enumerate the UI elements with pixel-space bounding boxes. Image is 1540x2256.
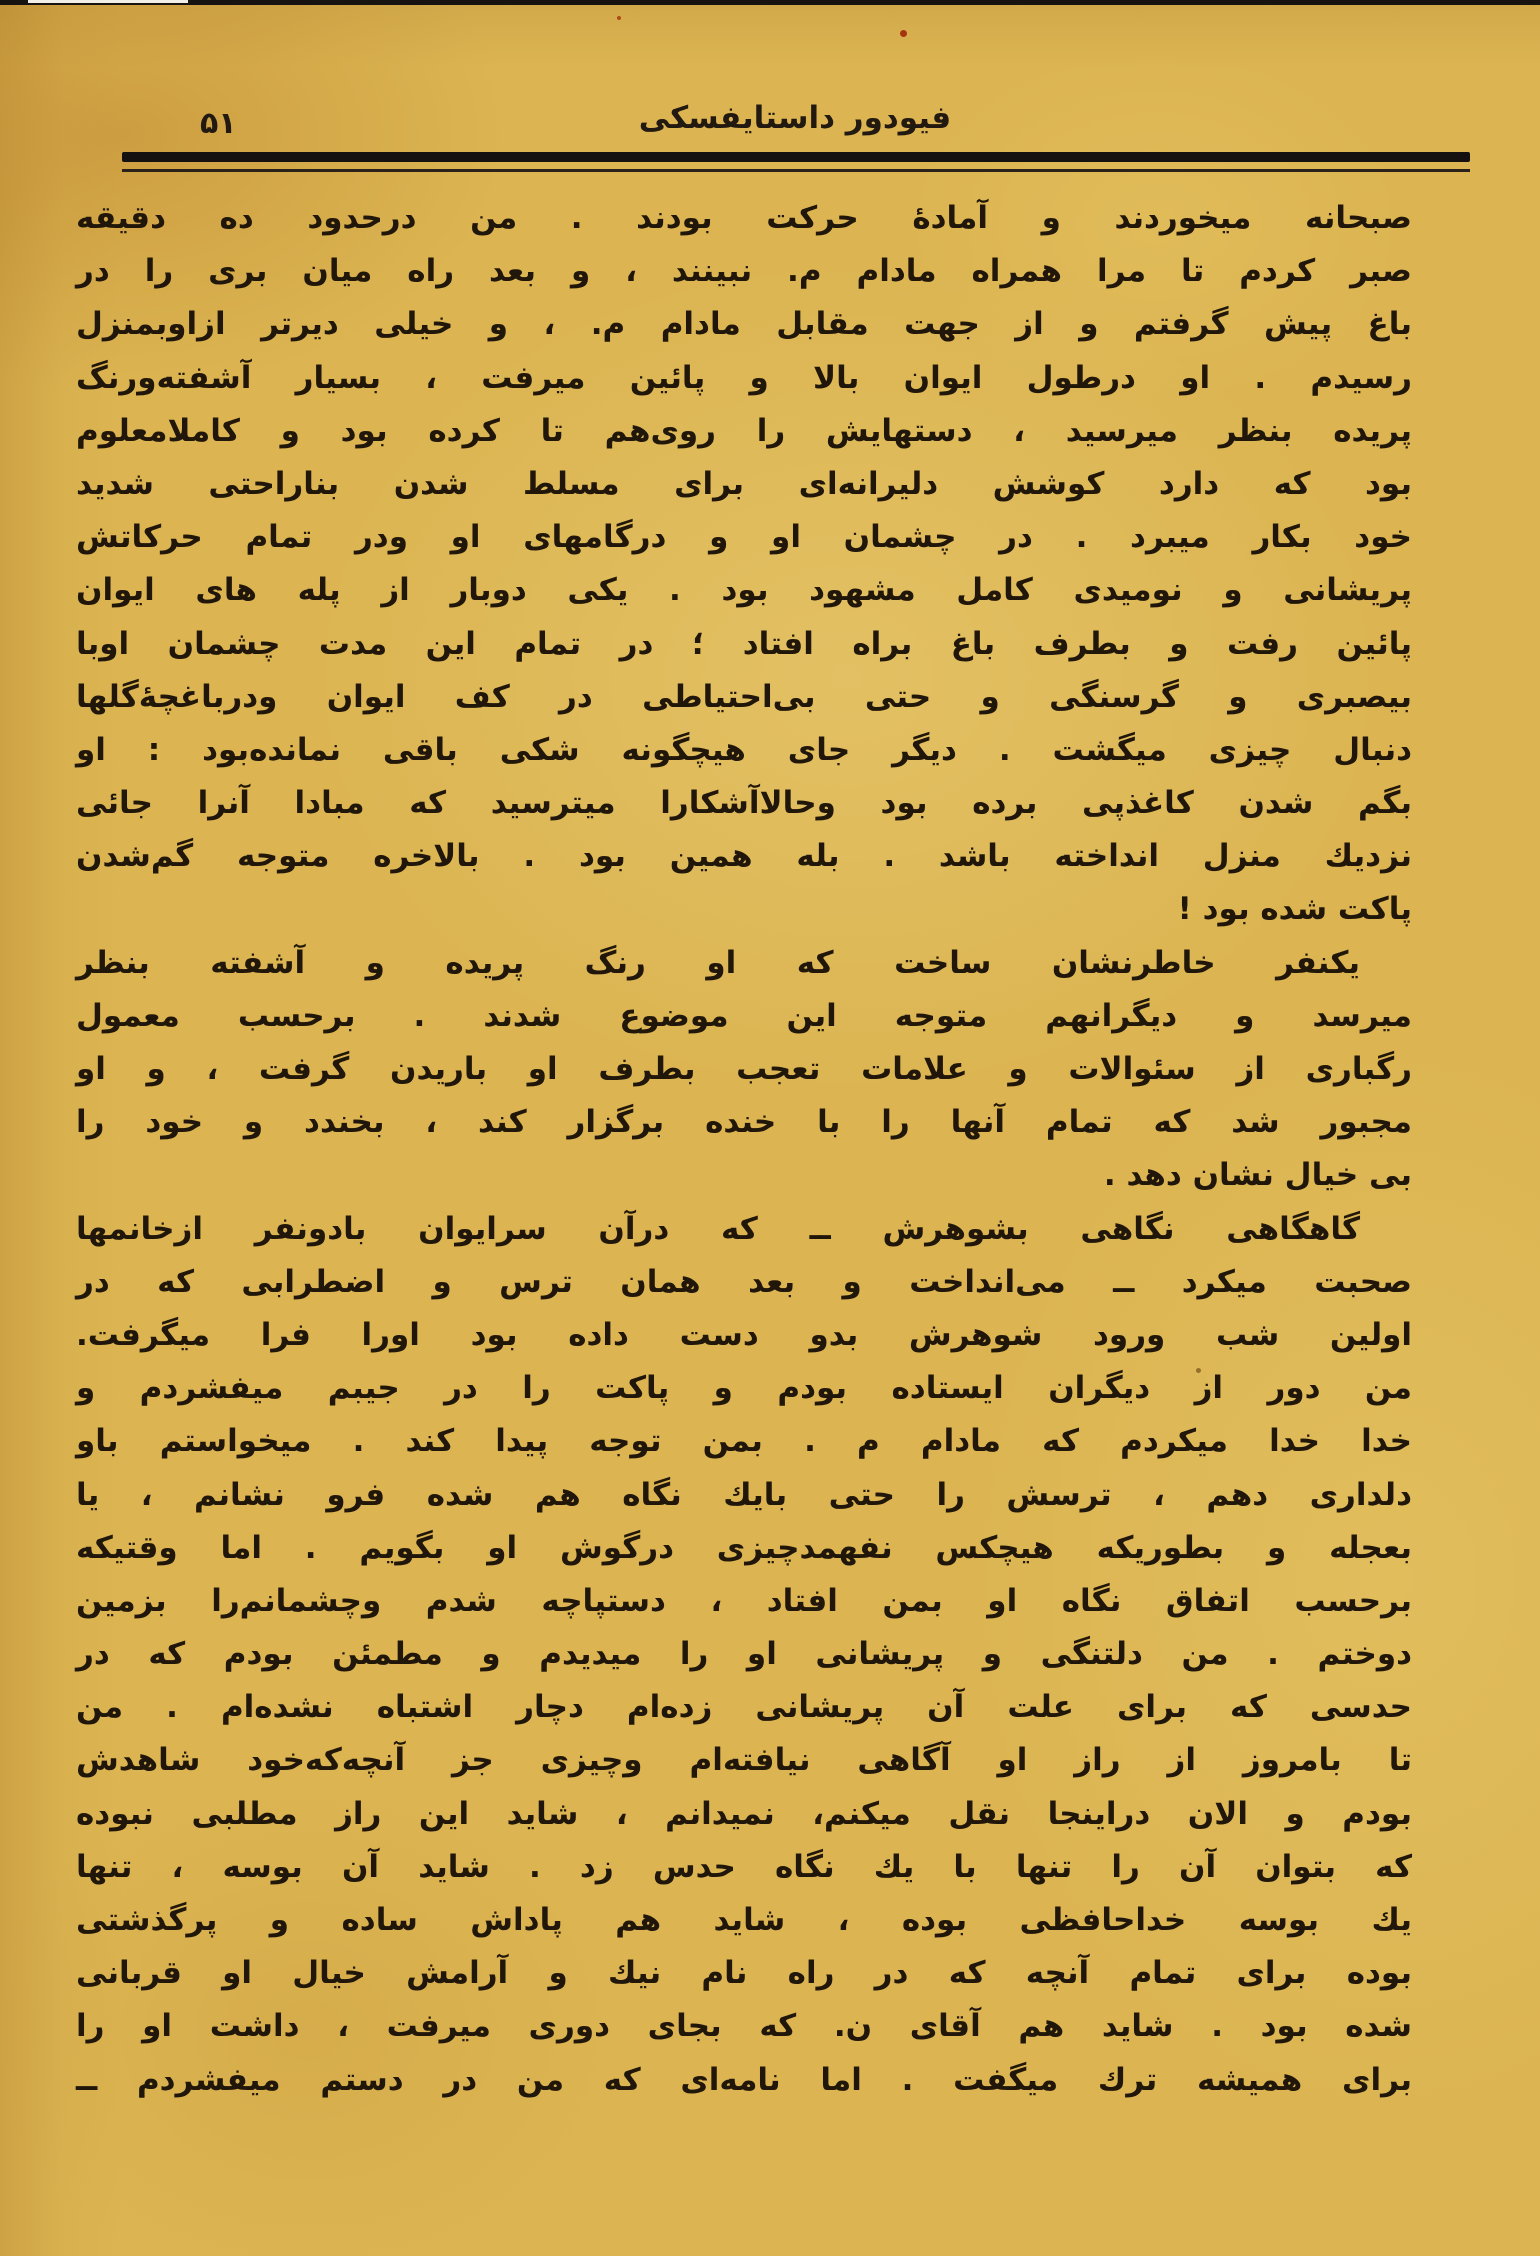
text-line: خدا خدا میکردم که مادام م . بمن توجه پیدا کند . میخواستم باو bbox=[76, 1423, 1412, 1460]
paper-speck bbox=[900, 30, 907, 37]
paper-speck bbox=[617, 16, 621, 20]
text-line: که بتوان آن را تنها با یك نگاه حدس زد . شاید آن بوسه ، تنها bbox=[76, 1848, 1412, 1885]
text-line: من دور از دیگران ایستاده بودم و پاکت را در جیبم میفشردم و bbox=[76, 1370, 1412, 1407]
text-line: پاکت شده بود ! bbox=[1177, 891, 1412, 928]
text-line: بی خیال نشان دهد . bbox=[1103, 1157, 1412, 1194]
text-line: شده بود . شاید هم آقای ن. که بجای دوری میرفت ، داشت او را bbox=[76, 2008, 1412, 2045]
page-header bbox=[122, 96, 1468, 148]
text-line: بود که دارد کوشش دلیرانه‌ای برای مسلط شدن بناراحتی شدید bbox=[76, 465, 1412, 502]
text-line: پریشانی و نومیدی کامل مشهود بود . یکی دوبار از پله های ایوان bbox=[76, 572, 1412, 609]
text-line: خود بکار میبرد . در چشمان او و درگامهای او ودر تمام حرکاتش bbox=[76, 519, 1412, 556]
text-line: یکنفر خاطرنشان ساخت که او رنگ پریده و آشفته بنظر bbox=[76, 944, 1360, 981]
page-title: فیودور داستایفسکی bbox=[638, 100, 952, 136]
text-line: برای همیشه ترك میگفت . اما نامه‌ای که من در دستم میفشردم ــ bbox=[76, 2061, 1412, 2098]
text-line: بیصبری و گرسنگی و حتی بی‌احتیاطی در کف ایوان ودرباغچهٔ‌گلها bbox=[76, 678, 1412, 715]
text-line: دوختم . من دلتنگی و پریشانی او را میدیدم و مطمئن بودم که در bbox=[76, 1636, 1412, 1673]
text-line: مجبور شد که تمام آنها را با خنده برگزار کند ، بخندد و خود را bbox=[76, 1104, 1412, 1141]
text-line: رگباری از سئوالات و علامات تعجب بطرف او باریدن گرفت ، و او bbox=[76, 1051, 1412, 1087]
text-line: رسیدم . او درطول ایوان بالا و پائین میرفت ، بسیار آشفته‌ورنگ bbox=[76, 359, 1412, 396]
text-line: صبحانه میخوردند و آمادهٔ حرکت بودند . من درحدود ده دقیقه bbox=[76, 200, 1412, 236]
text-line: دنبال چیزی میگشت . دیگر جای هیچگونه شکی باقی نمانده‌بود : او bbox=[76, 731, 1412, 768]
text-line: صحبت میکرد ــ می‌انداخت و بعد همان ترس و اضطرابی که در bbox=[76, 1263, 1412, 1300]
text-line: دلداری دهم ، ترسش را حتی بایك نگاه هم شده فرو نشانم ، یا bbox=[76, 1476, 1412, 1513]
text-line: گاهگاهی نگاهی بشوهرش ــ که درآن سرایوان بادونفر ازخانمها bbox=[76, 1210, 1360, 1247]
text-line: پریده بنظر میرسید ، دستهایش را روی‌هم تا کرده بود و کاملامعلوم bbox=[76, 412, 1412, 449]
text-line: بعجله و بطوریکه هیچکس نفهمدچیزی درگوش او بگویم . اما وقتیکه bbox=[76, 1529, 1412, 1566]
text-line: بودم و الان دراینجا نقل میکنم، نمیدانم ، شاید این راز مطلبی نبوده bbox=[76, 1795, 1412, 1832]
header-rule-thin bbox=[122, 169, 1470, 172]
text-line: حدسی که برای علت آن پریشانی زده‌ام دچار اشتباه نشده‌ام . من bbox=[76, 1689, 1412, 1726]
text-line: بوده برای تمام آنچه که در راه نام نیك و آرامش خیال او قربانی bbox=[76, 1955, 1412, 1992]
text-line: میرسد و دیگرانهم متوجه این موضوع شدند . برحسب معمول bbox=[76, 997, 1412, 1034]
text-line: بگم شدن کاغذپی برده بود وحالاآشکارا میترسید که مبادا آنرا جائی bbox=[76, 785, 1412, 822]
page-number: ۵۱ bbox=[200, 106, 237, 141]
text-line: اولین شب ورود شوهرش بدو دست داده بود اورا فرا میگرفت. bbox=[76, 1316, 1412, 1353]
text-line: یك بوسه خداحافظی بوده ، شاید هم پاداش ساده و پرگذشتی bbox=[76, 1902, 1412, 1938]
text-line: پائین رفت و بطرف باغ براه افتاد ؛ در تمام این مدت چشمان اوبا bbox=[76, 625, 1412, 662]
text-line: تا بامروز از راز او آگاهی نیافته‌ام وچیزی جز آنچه‌که‌خود شاهدش bbox=[76, 1742, 1412, 1779]
text-line: برحسب اتفاق نگاه او بمن افتاد ، دستپاچه شدم وچشمانم‌را بزمین bbox=[76, 1582, 1412, 1619]
scan-top-sliver bbox=[28, 0, 188, 3]
text-line: نزدیك منزل انداخته باشد . بله همین بود . بالاخره متوجه گم‌شدن bbox=[76, 838, 1412, 875]
page-text bbox=[76, 192, 1412, 2107]
text-line: صبر کردم تا مرا همراه مادام م. نبینند ، و بعد راه میان بری را در bbox=[76, 253, 1412, 290]
header-rule-thick bbox=[122, 152, 1470, 162]
text-line: باغ پیش گرفتم و از جهت مقابل مادام م. ، و خیلی دیرتر ازاوبمنزل bbox=[76, 306, 1412, 343]
scan-top-edge bbox=[0, 0, 1540, 5]
